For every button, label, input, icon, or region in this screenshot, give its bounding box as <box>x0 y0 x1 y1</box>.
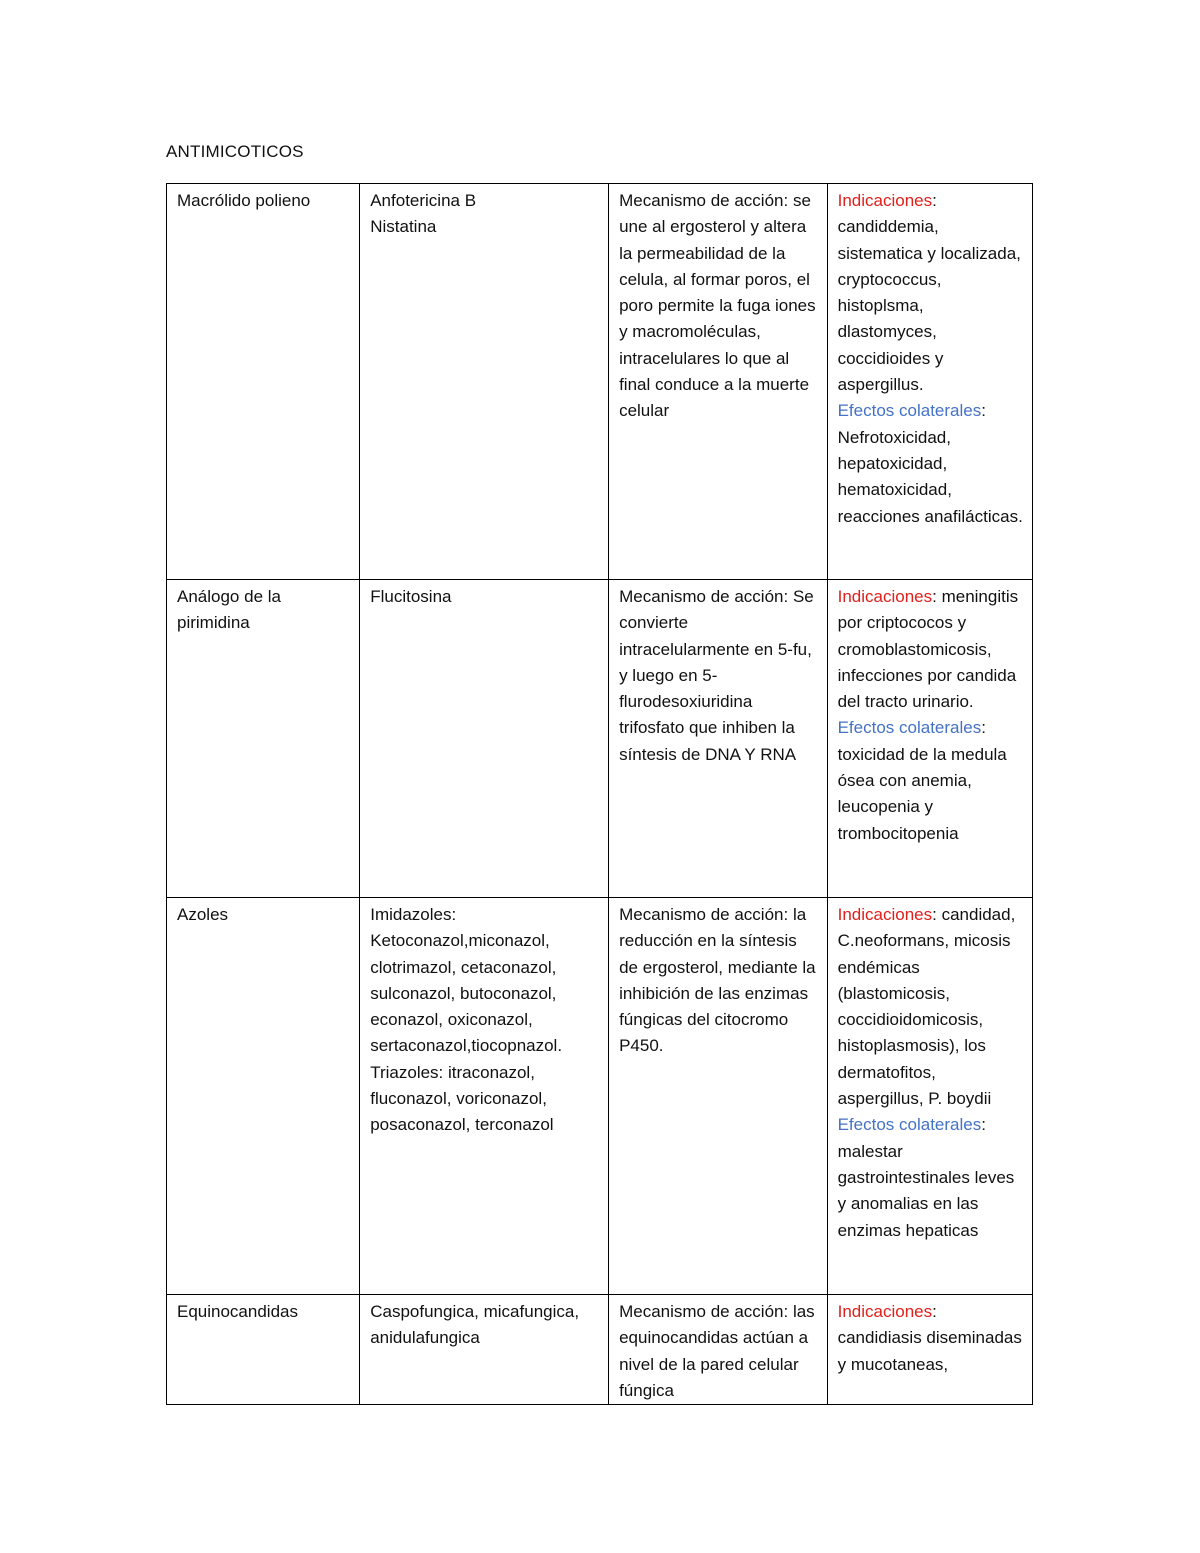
indications-text: candidiasis diseminadas y mucotaneas, <box>837 1328 1022 1374</box>
mechanism-cell: Mecanismo de acción: las equinocandidas actúan a nivel de la pared celular fúngica <box>609 1295 828 1405</box>
side-effects-label: Efectos colaterales <box>837 401 982 421</box>
table-row <box>167 1295 1033 1405</box>
drug-class-cell: Equinocandidas <box>167 1295 360 1405</box>
side-effects-text: Nefrotoxicidad, hepatoxicidad, hematoxicidad, reacciones anafilácticas. <box>837 427 1023 526</box>
mechanism-cell: Mecanismo de acción: Se convierte intracelularmente en 5-fu, y luego en 5-flurodesoxiuridina trifosfato que inhiben la síntesis de DNA Y RNA <box>609 580 828 898</box>
mechanism-cell: Mecanismo de acción: se une al ergosterol y altera la permeabilidad de la celula, al formar poros, el poro permite la fuga iones y macromoléculas, intracelulares lo que al final conduce a la muerte celular <box>609 184 828 580</box>
drugs-cell: Anfotericina B Nistatina <box>360 184 609 580</box>
indications-cell <box>827 580 1032 898</box>
label-colon: : <box>932 1302 937 1321</box>
antifungal-table <box>166 183 1033 1405</box>
table-row <box>167 898 1033 1295</box>
label-colon: : <box>932 905 937 924</box>
indications-cell <box>827 1295 1032 1405</box>
drug-class-cell: Macrólido polieno <box>167 184 360 580</box>
page-title: ANTIMICOTICOS <box>166 142 304 161</box>
indications-label: Indicaciones <box>837 905 933 924</box>
label-colon: : <box>932 587 937 606</box>
label-colon: : <box>981 1115 986 1135</box>
label-colon: : <box>932 191 937 210</box>
side-effects-text: malestar gastrointestinales leves y anomalias en las enzimas hepaticas <box>837 1141 1015 1240</box>
drugs-cell: Caspofungica, micafungica, anidulafungica <box>360 1295 609 1405</box>
indications-label: Indicaciones <box>837 191 933 210</box>
drug-class-cell: Análogo de la pirimidina <box>167 580 360 898</box>
indications-text: meningitis por criptococos y cromoblastomicosis, infecciones por candida del tracto urinario. <box>837 587 1019 712</box>
side-effects-text: toxicidad de la medula ósea con anemia, leucopenia y trombocitopenia <box>837 744 1007 843</box>
indications-cell <box>827 898 1032 1295</box>
label-colon: : <box>981 718 986 738</box>
side-effects-label: Efectos colaterales <box>837 1115 982 1135</box>
table-row <box>167 580 1033 898</box>
label-colon: : <box>981 401 986 421</box>
mechanism-cell: Mecanismo de acción: la reducción en la síntesis de ergosterol, mediante la inhibición de las enzimas fúngicas del citocromo P450. <box>609 898 828 1295</box>
table-row <box>167 184 1033 580</box>
drug-class-cell: Azoles <box>167 898 360 1295</box>
indications-cell <box>827 184 1032 580</box>
side-effects-label: Efectos colaterales <box>837 718 982 738</box>
drugs-cell: Flucitosina <box>360 580 609 898</box>
indications-text: candiddemia, sistematica y localizada, cryptococcus, histoplsma, dlastomyces, coccidioides y aspergillus. <box>837 217 1021 395</box>
drugs-cell: Imidazoles: Ketoconazol,miconazol, clotrimazol, cetaconazol, sulconazol, butoconazol, econazol, oxiconazol, sertaconazol,tiocopnazol. Triazoles: itraconazol, fluconazol, voriconazol, posaconazol, terconazol <box>360 898 609 1295</box>
indications-text: candidad, C.neoformans, micosis endémicas (blastomicosis, coccidioidomicosis, histoplasmosis), los dermatofitos, aspergillus, P. boydii <box>837 905 1016 1109</box>
indications-label: Indicaciones <box>837 587 933 606</box>
indications-label: Indicaciones <box>837 1302 933 1321</box>
